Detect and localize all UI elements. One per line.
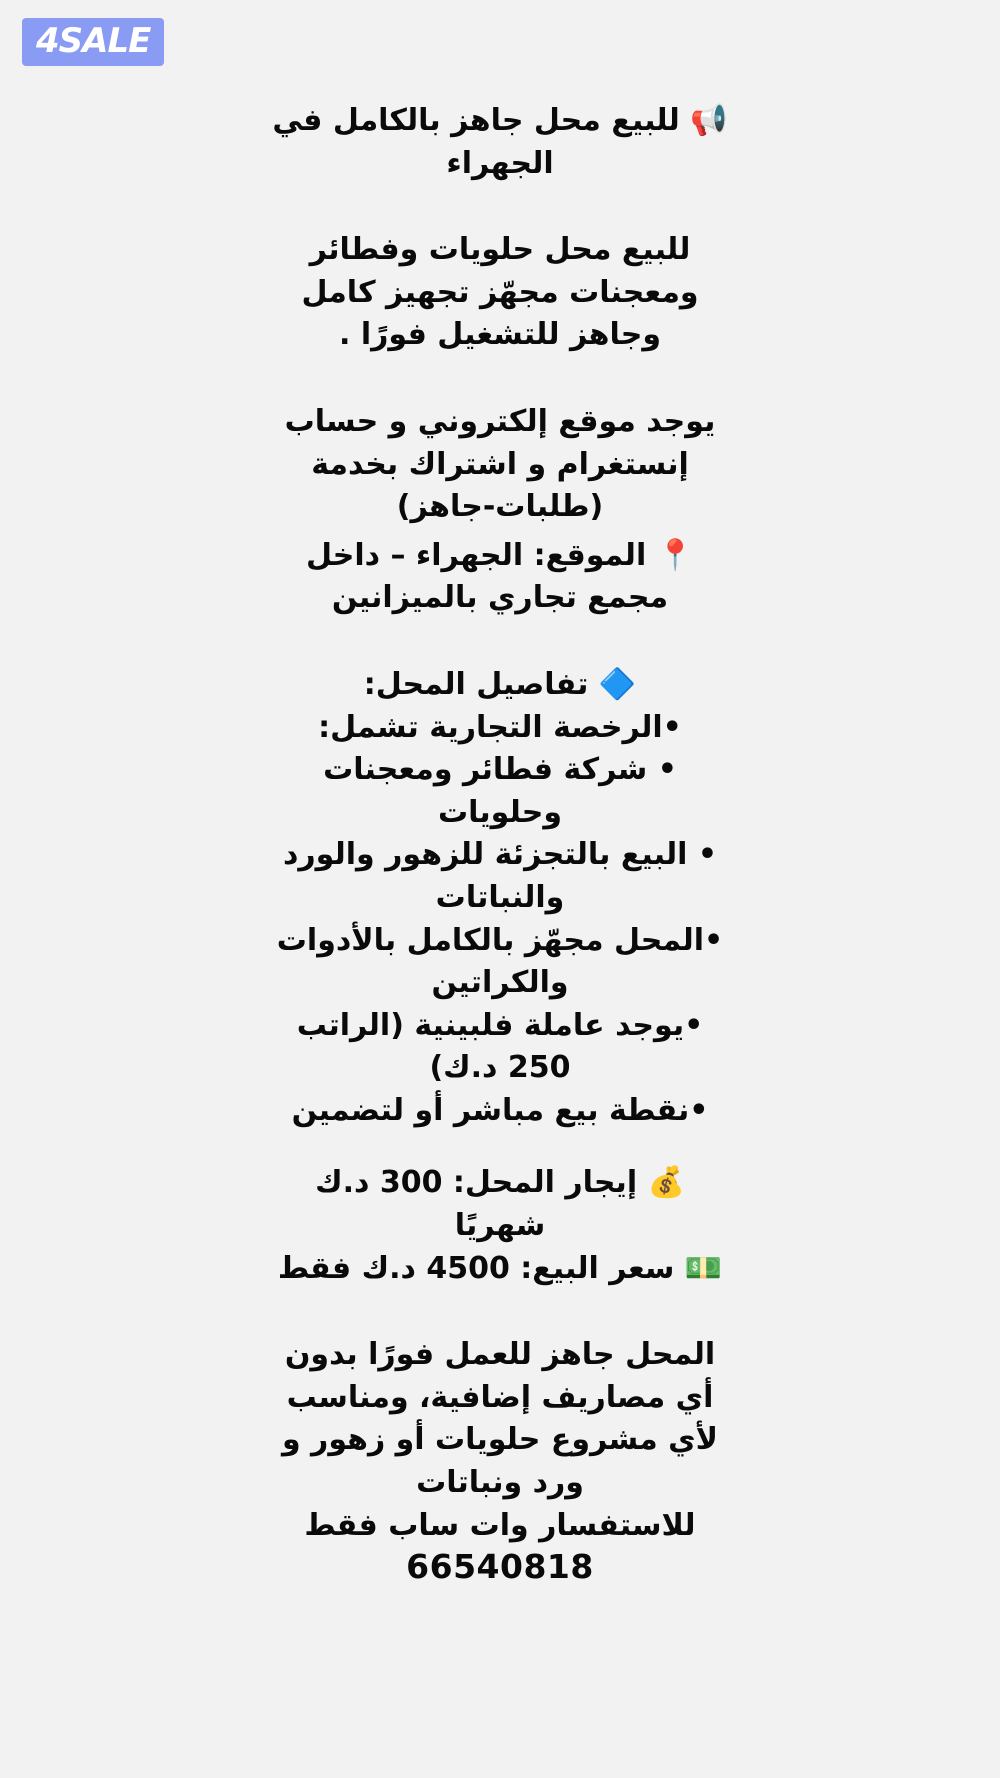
spacer — [0, 620, 1000, 664]
listing-online-presence: يوجد موقع إلكتروني و حساب إنستغرام و اشتراك بخدمة (طلبات-جاهز) — [284, 403, 716, 525]
spacer — [0, 357, 1000, 401]
brand-logo-text: 4SALE — [36, 21, 151, 61]
listing-details-title: 🔷 تفاصيل المحل: — [363, 666, 637, 702]
listing-intro: للبيع محل حلويات وفطائر ومعجنات مجهّز تجهيز كامل وجاهز للتشغيل فورًا . — [301, 232, 699, 353]
listing-detail-item: •المحل مجهّز بالكامل بالأدوات والكراتين — [276, 922, 724, 1001]
listing-closing: المحل جاهز للعمل فورًا بدون أي مصاريف إضافية، ومناسب لأي مشروع حلويات أو زهور و ورد ونباتات — [281, 1337, 719, 1501]
listing-content — [0, 100, 1000, 1586]
listing-contact-note: للاستفسار وات ساب فقط — [304, 1507, 696, 1543]
listing-detail-item: • البيع بالتجزئة للزهور والورد والنباتات — [283, 837, 717, 915]
listing-detail-item: •الرخصة التجارية تشمل: — [318, 709, 682, 745]
listing-detail-item: • شركة فطائر ومعجنات وحلويات — [323, 752, 677, 830]
listing-detail-item: •يوجد عاملة فلبينية (الراتب 250 د.ك) — [296, 1007, 704, 1086]
spacer — [0, 1132, 1000, 1162]
listing-phone-number[interactable]: 66540818 — [406, 1547, 594, 1587]
spacer — [0, 1290, 1000, 1334]
listing-rent: 💰 إيجار المحل: 300 د.ك شهريًا — [315, 1165, 685, 1244]
spacer — [0, 185, 1000, 229]
listing-price: 💵 سعر البيع: 4500 د.ك فقط — [277, 1250, 723, 1286]
listing-headline: 📢 للبيع محل جاهز بالكامل في الجهراء — [272, 103, 728, 181]
listing-location: 📍 الموقع: الجهراء – داخل مجمع تجاري بالميزانين — [305, 537, 695, 616]
brand-logo — [22, 18, 164, 66]
listing-detail-item: •نقطة بيع مباشر أو لتضمين — [291, 1092, 709, 1128]
